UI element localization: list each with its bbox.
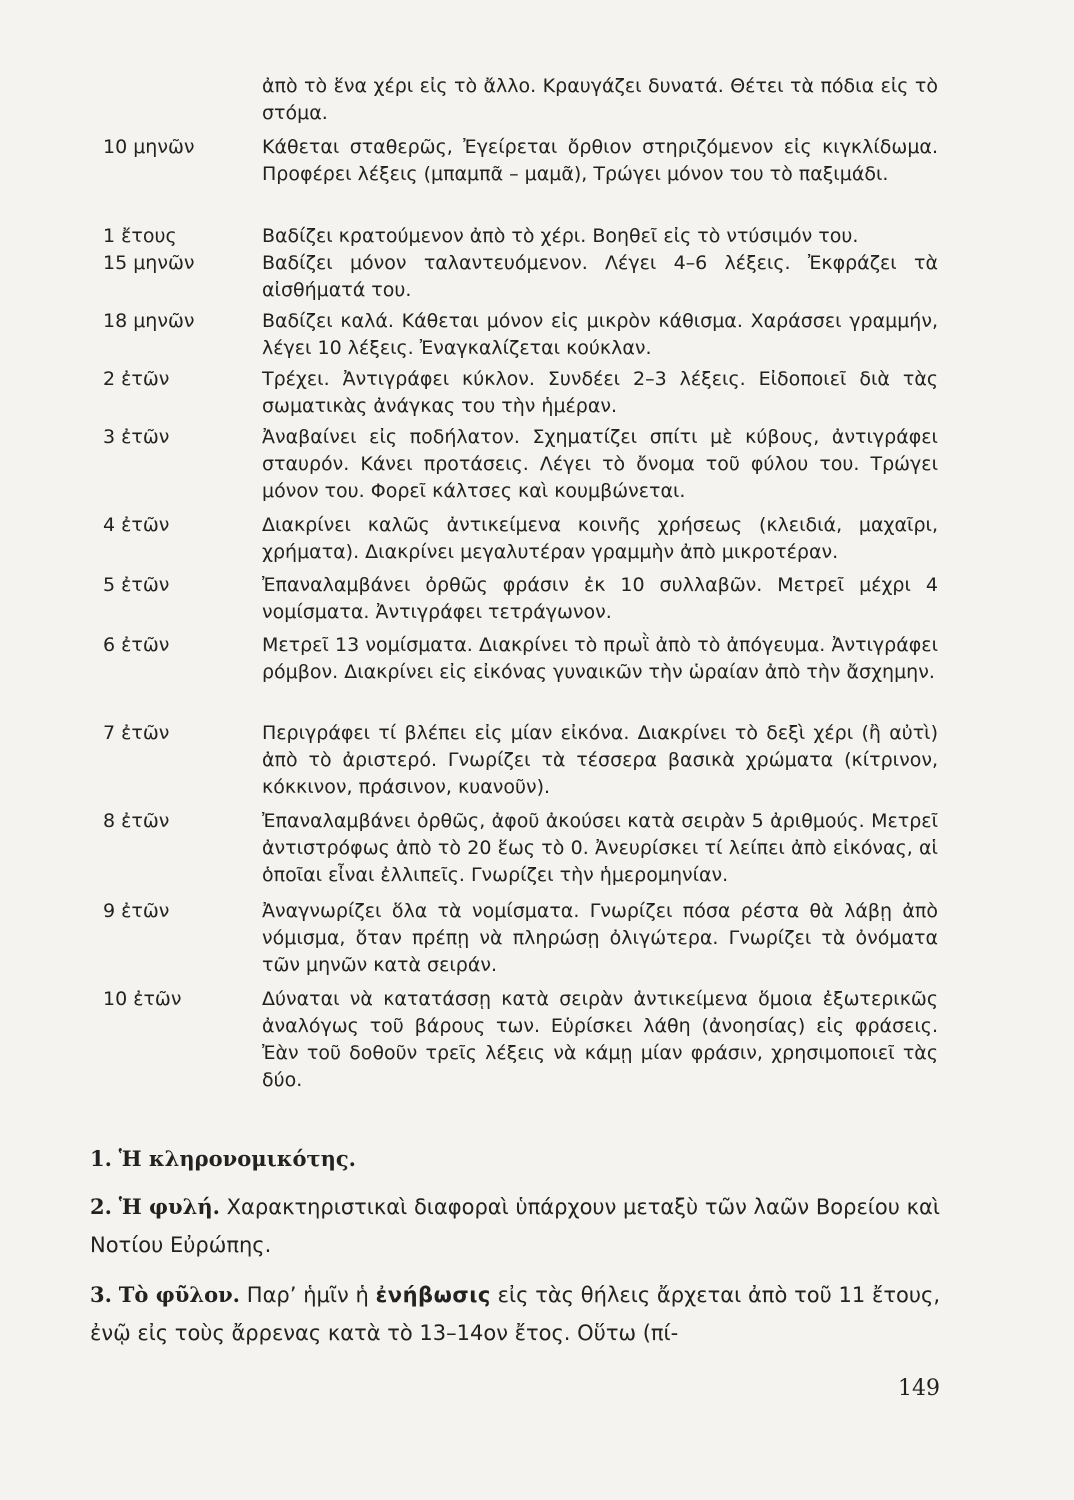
milestone-age: 1 ἔτους [103, 225, 177, 247]
milestone-age: 2 ἐτῶν [103, 368, 170, 390]
section-number: 3. [90, 1282, 112, 1307]
milestone-age: 8 ἐτῶν [103, 810, 170, 832]
milestone-age: 7 ἐτῶν [103, 722, 170, 744]
milestone-age: 15 μηνῶν [103, 252, 195, 274]
section-race [90, 1188, 940, 1264]
section-text: Παρ’ ἡμῖν ἡ [246, 1283, 369, 1307]
milestone-age: 10 μηνῶν [103, 136, 195, 158]
milestone-text: Βαδίζει κρατούμενον ἀπὸ τὸ χέρι. Βοηθεῖ εἰς τὸ ντύσιμόν του. [262, 225, 859, 247]
milestone-text: Ἀναγνωρίζει ὅλα τὰ νομίσματα. Γνωρίζει πόσα ρέστα θὰ λάβῃ ἀπὸ νόμισμα, ὅταν πρέπῃ νὰ πληρώσῃ ὀλιγώτερα. Γνωρίζει τὰ ὀνόματα τῶν μηνῶν κατὰ σειράν. [262, 900, 938, 976]
milestone-text: Μετρεῖ 13 νομίσματα. Διακρίνει τὸ πρωῒ ἀπὸ τὸ ἀπόγευμα. Ἀντιγράφει ρόμβον. Διακρίνει εἰς εἰκόνας γυναικῶν τὴν ὡραίαν ἀπὸ τὴν ἄσχημην. [262, 634, 938, 683]
section-heading: Ἡ φυλή. [118, 1194, 220, 1219]
milestone-text: ἀπὸ τὸ ἕνα χέρι εἰς τὸ ἄλλο. Κραυγάζει δυνατά. Θέτει τὰ πόδια εἰς τὸ στόμα. [262, 75, 938, 124]
milestone-age: 18 μηνῶν [103, 310, 195, 332]
milestone-text: Κάθεται σταθερῶς, Ἐγείρεται ὄρθιον στηριζόμενον εἰς κιγκλίδωμα. Προφέρει λέξεις (μπαμπᾶ – μαμᾶ), Τρώγει μόνον του τὸ παξιμάδι. [262, 136, 938, 185]
section-heading: Τὸ φῦλον. [118, 1282, 240, 1307]
milestone-age: 10 ἐτῶν [103, 988, 182, 1010]
milestone-text: Βαδίζει καλά. Κάθεται μόνον εἰς μικρὸν κάθισμα. Χαράσσει γραμμήν, λέγει 10 λέξεις. Ἐναγκαλίζεται κούκλαν. [262, 310, 938, 359]
milestone-age: 6 ἐτῶν [103, 634, 170, 656]
milestone-age: 5 ἐτῶν [103, 574, 170, 596]
section-sex [90, 1276, 940, 1352]
milestone-text: Ἐπαναλαμβάνει ὀρθῶς, ἀφοῦ ἀκούσει κατὰ σειρὰν 5 ἀριθμούς. Μετρεῖ ἀντιστρόφως ἀπὸ τὸ 20 ἕως τὸ 0. Ἀνευρίσκει τί λείπει ἀπὸ εἰκόνας, αἱ ὁποῖαι εἶναι ἐλλιπεῖς. Γνωρίζει τὴν ἡμερομηνίαν. [262, 810, 938, 886]
section-heredity [90, 1140, 940, 1178]
milestone-text: Ἐπαναλαμβάνει ὀρθῶς φράσιν ἐκ 10 συλλαβῶν. Μετρεῖ μέχρι 4 νομίσματα. Ἀντιγράφει τετράγωνον. [262, 574, 938, 623]
section-heading: Ἡ κληρονομικότης. [118, 1146, 356, 1171]
section-emphasis: ἐνήβωσις [375, 1283, 491, 1307]
milestone-age: 9 ἐτῶν [103, 900, 170, 922]
milestone-text: Βαδίζει μόνον ταλαντευόμενον. Λέγει 4–6 λέξεις. Ἐκφράζει τὰ αἰσθήματά του. [262, 252, 938, 301]
section-number: 2. [90, 1194, 112, 1219]
milestone-text: Περιγράφει τί βλέπει εἰς μίαν εἰκόνα. Διακρίνει τὸ δεξὶ χέρι (ἢ αὐτὶ) ἀπὸ τὸ ἀριστερό. Γνωρίζει τὰ τέσσερα βασικὰ χρώματα (κίτρινον, κόκκινον, πράσινον, κυανοῦν). [262, 722, 938, 798]
milestone-text: Ἀναβαίνει εἰς ποδήλατον. Σχηματίζει σπίτι μὲ κύβους, ἀντιγράφει σταυρόν. Κάνει προτάσεις. Λέγει τὸ ὄνομα τοῦ φύλου του. Τρώγει μόνον του. Φορεῖ κάλτσες καὶ κουμβώνεται. [262, 426, 938, 502]
milestone-age: 3 ἐτῶν [103, 426, 170, 448]
milestone-text: Δύναται νὰ κατατάσσῃ κατὰ σειρὰν ἀντικείμενα ὅμοια ἐξωτερικῶς ἀναλόγως τοῦ βάρους των. Εὑρίσκει λάθη (ἀνοησίας) εἰς φράσεις. Ἐὰν τοῦ δοθοῦν τρεῖς λέξεις νὰ κάμῃ μίαν φράσιν, χρησιμοποιεῖ τὰς δύο. [262, 988, 938, 1091]
milestone-age: 4 ἐτῶν [103, 514, 170, 536]
section-text-continued: εἰς τὰς θήλεις ἄρχεται ἀπὸ τοῦ 11 ἔτους, ἐνῷ εἰς τοὺς ἄρρενας κατὰ τὸ 13–14ον ἔτος. Οὕτω (πί- [90, 1283, 941, 1345]
milestone-text: Διακρίνει καλῶς ἀντικείμενα κοινῆς χρήσεως (κλειδιά, μαχαῖρι, χρήματα). Διακρίνει μεγαλυτέραν γραμμὴν ἀπὸ μικροτέραν. [262, 514, 938, 563]
page-number: 149 [898, 1376, 940, 1401]
section-number: 1. [90, 1146, 112, 1171]
section-text: Χαρακτηριστικαὶ διαφοραὶ ὑπάρχουν μεταξὺ τῶν λαῶν Βορείου καὶ Νοτίου Εὐρώπης. [90, 1195, 940, 1257]
milestone-text: Τρέχει. Ἀντιγράφει κύκλον. Συνδέει 2–3 λέξεις. Εἰδοποιεῖ διὰ τὰς σωματικὰς ἀνάγκας του τὴν ἡμέραν. [262, 368, 938, 417]
